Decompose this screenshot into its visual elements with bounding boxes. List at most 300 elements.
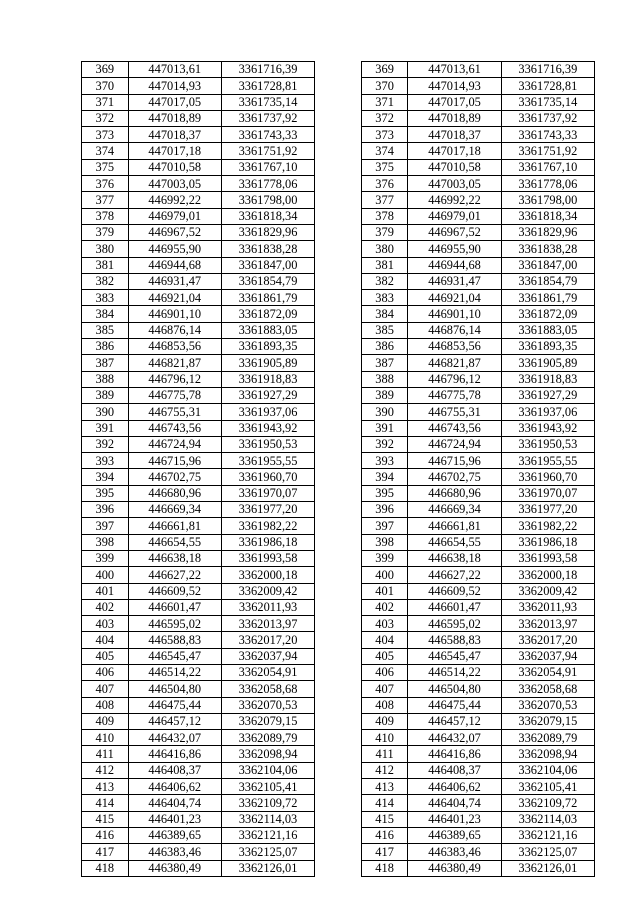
table-row [82, 844, 595, 860]
left-x-coordinate-cell: 446796,12 [128, 371, 221, 387]
left-point-number-cell: 393 [82, 453, 129, 469]
left-x-coordinate-cell: 446401,23 [128, 811, 221, 827]
left-point-number-cell: 380 [82, 241, 129, 257]
left-x-coordinate-cell: 446609,52 [128, 583, 221, 599]
right-x-coordinate-cell: 446796,12 [408, 371, 501, 387]
right-point-number-cell: 417 [361, 844, 408, 860]
table-row [82, 681, 595, 697]
left-point-number-cell: 401 [82, 583, 129, 599]
left-point-number-cell: 395 [82, 485, 129, 501]
right-x-coordinate-cell: 446514,22 [408, 664, 501, 680]
table-row [82, 827, 595, 843]
right-y-coordinate-cell: 3361982,22 [501, 518, 594, 534]
left-point-number-cell: 384 [82, 306, 129, 322]
table-row [82, 192, 595, 208]
spacer-cell [315, 257, 362, 273]
left-x-coordinate-cell: 446380,49 [128, 860, 221, 876]
right-y-coordinate-cell: 3362037,94 [501, 648, 594, 664]
left-y-coordinate-cell: 3362058,68 [221, 681, 314, 697]
left-y-coordinate-cell: 3361847,00 [221, 257, 314, 273]
right-y-coordinate-cell: 3362104,06 [501, 762, 594, 778]
spacer-cell [315, 436, 362, 452]
left-point-number-cell: 398 [82, 534, 129, 550]
left-x-coordinate-cell: 447013,61 [128, 62, 221, 78]
left-x-coordinate-cell: 446724,94 [128, 436, 221, 452]
right-point-number-cell: 413 [361, 779, 408, 795]
left-y-coordinate-cell: 3361778,06 [221, 176, 314, 192]
left-point-number-cell: 411 [82, 746, 129, 762]
table-row [82, 371, 595, 387]
right-y-coordinate-cell: 3361950,53 [501, 436, 594, 452]
right-point-number-cell: 403 [361, 616, 408, 632]
left-y-coordinate-cell: 3361838,28 [221, 241, 314, 257]
left-y-coordinate-cell: 3362104,06 [221, 762, 314, 778]
left-point-number-cell: 375 [82, 159, 129, 175]
left-point-number-cell: 373 [82, 127, 129, 143]
right-point-number-cell: 410 [361, 730, 408, 746]
right-point-number-cell: 404 [361, 632, 408, 648]
table-row [82, 306, 595, 322]
left-y-coordinate-cell: 3362017,20 [221, 632, 314, 648]
spacer-cell [315, 762, 362, 778]
right-y-coordinate-cell: 3361893,35 [501, 339, 594, 355]
right-x-coordinate-cell: 446743,56 [408, 420, 501, 436]
right-y-coordinate-cell: 3361798,00 [501, 192, 594, 208]
table-row [82, 583, 595, 599]
spacer-cell [315, 730, 362, 746]
table-row [82, 550, 595, 566]
spacer-cell [315, 779, 362, 795]
left-y-coordinate-cell: 3361977,20 [221, 502, 314, 518]
table-row [82, 860, 595, 876]
right-y-coordinate-cell: 3361728,81 [501, 78, 594, 94]
table-row [82, 599, 595, 615]
left-y-coordinate-cell: 3362121,16 [221, 827, 314, 843]
left-y-coordinate-cell: 3362098,94 [221, 746, 314, 762]
left-point-number-cell: 369 [82, 62, 129, 78]
left-x-coordinate-cell: 447014,93 [128, 78, 221, 94]
table-row [82, 404, 595, 420]
left-point-number-cell: 397 [82, 518, 129, 534]
right-point-number-cell: 397 [361, 518, 408, 534]
right-point-number-cell: 373 [361, 127, 408, 143]
right-point-number-cell: 369 [361, 62, 408, 78]
right-y-coordinate-cell: 3361937,06 [501, 404, 594, 420]
left-x-coordinate-cell: 446638,18 [128, 550, 221, 566]
right-y-coordinate-cell: 3361854,79 [501, 273, 594, 289]
table-row [82, 453, 595, 469]
left-point-number-cell: 392 [82, 436, 129, 452]
left-point-number-cell: 374 [82, 143, 129, 159]
spacer-cell [315, 94, 362, 110]
right-x-coordinate-cell: 446627,22 [408, 567, 501, 583]
right-y-coordinate-cell: 3362058,68 [501, 681, 594, 697]
left-y-coordinate-cell: 3362126,01 [221, 860, 314, 876]
left-x-coordinate-cell: 446775,78 [128, 387, 221, 403]
left-x-coordinate-cell: 447018,89 [128, 110, 221, 126]
right-x-coordinate-cell: 446638,18 [408, 550, 501, 566]
spacer-cell [315, 502, 362, 518]
right-point-number-cell: 411 [361, 746, 408, 762]
left-point-number-cell: 406 [82, 664, 129, 680]
left-point-number-cell: 377 [82, 192, 129, 208]
left-x-coordinate-cell: 446931,47 [128, 273, 221, 289]
left-x-coordinate-cell: 446755,31 [128, 404, 221, 420]
right-y-coordinate-cell: 3361716,39 [501, 62, 594, 78]
left-y-coordinate-cell: 3361728,81 [221, 78, 314, 94]
left-x-coordinate-cell: 446383,46 [128, 844, 221, 860]
table-row [82, 616, 595, 632]
right-point-number-cell: 380 [361, 241, 408, 257]
right-y-coordinate-cell: 3362126,01 [501, 860, 594, 876]
table-row [82, 127, 595, 143]
table-row [82, 518, 595, 534]
left-x-coordinate-cell: 446967,52 [128, 224, 221, 240]
spacer-cell [315, 127, 362, 143]
left-point-number-cell: 371 [82, 94, 129, 110]
left-point-number-cell: 418 [82, 860, 129, 876]
spacer-cell [315, 844, 362, 860]
left-point-number-cell: 405 [82, 648, 129, 664]
right-x-coordinate-cell: 446669,34 [408, 502, 501, 518]
right-point-number-cell: 396 [361, 502, 408, 518]
table-row [82, 159, 595, 175]
left-y-coordinate-cell: 3362000,18 [221, 567, 314, 583]
spacer-cell [315, 420, 362, 436]
right-point-number-cell: 387 [361, 355, 408, 371]
left-y-coordinate-cell: 3362054,91 [221, 664, 314, 680]
left-point-number-cell: 412 [82, 762, 129, 778]
right-x-coordinate-cell: 446724,94 [408, 436, 501, 452]
spacer-cell [315, 827, 362, 843]
right-x-coordinate-cell: 446432,07 [408, 730, 501, 746]
left-y-coordinate-cell: 3361829,96 [221, 224, 314, 240]
right-x-coordinate-cell: 446921,04 [408, 290, 501, 306]
left-y-coordinate-cell: 3361970,07 [221, 485, 314, 501]
right-y-coordinate-cell: 3361847,00 [501, 257, 594, 273]
right-x-coordinate-cell: 447014,93 [408, 78, 501, 94]
right-x-coordinate-cell: 446755,31 [408, 404, 501, 420]
right-x-coordinate-cell: 446775,78 [408, 387, 501, 403]
right-y-coordinate-cell: 3362121,16 [501, 827, 594, 843]
table-row [82, 746, 595, 762]
right-y-coordinate-cell: 3362125,07 [501, 844, 594, 860]
left-y-coordinate-cell: 3361905,89 [221, 355, 314, 371]
spacer-cell [315, 355, 362, 371]
left-point-number-cell: 372 [82, 110, 129, 126]
table-row [82, 762, 595, 778]
table-row [82, 208, 595, 224]
right-x-coordinate-cell: 446601,47 [408, 599, 501, 615]
table-row [82, 534, 595, 550]
left-y-coordinate-cell: 3361937,06 [221, 404, 314, 420]
coordinates-table-body [82, 62, 595, 877]
right-y-coordinate-cell: 3362017,20 [501, 632, 594, 648]
right-point-number-cell: 370 [361, 78, 408, 94]
left-x-coordinate-cell: 446654,55 [128, 534, 221, 550]
spacer-cell [315, 387, 362, 403]
spacer-cell [315, 159, 362, 175]
left-x-coordinate-cell: 446504,80 [128, 681, 221, 697]
right-y-coordinate-cell: 3361838,28 [501, 241, 594, 257]
right-y-coordinate-cell: 3362000,18 [501, 567, 594, 583]
left-y-coordinate-cell: 3361993,58 [221, 550, 314, 566]
left-x-coordinate-cell: 446901,10 [128, 306, 221, 322]
left-x-coordinate-cell: 446404,74 [128, 795, 221, 811]
right-point-number-cell: 406 [361, 664, 408, 680]
spacer-cell [315, 110, 362, 126]
left-point-number-cell: 379 [82, 224, 129, 240]
right-point-number-cell: 394 [361, 469, 408, 485]
right-x-coordinate-cell: 446955,90 [408, 241, 501, 257]
right-y-coordinate-cell: 3361943,92 [501, 420, 594, 436]
right-point-number-cell: 407 [361, 681, 408, 697]
right-x-coordinate-cell: 446475,44 [408, 697, 501, 713]
right-y-coordinate-cell: 3361918,83 [501, 371, 594, 387]
right-x-coordinate-cell: 446416,86 [408, 746, 501, 762]
left-y-coordinate-cell: 3361743,33 [221, 127, 314, 143]
spacer-cell [315, 404, 362, 420]
left-point-number-cell: 407 [82, 681, 129, 697]
spacer-cell [315, 208, 362, 224]
left-y-coordinate-cell: 3361716,39 [221, 62, 314, 78]
right-point-number-cell: 399 [361, 550, 408, 566]
left-point-number-cell: 396 [82, 502, 129, 518]
right-y-coordinate-cell: 3362011,93 [501, 599, 594, 615]
right-point-number-cell: 416 [361, 827, 408, 843]
left-y-coordinate-cell: 3362125,07 [221, 844, 314, 860]
left-point-number-cell: 414 [82, 795, 129, 811]
right-y-coordinate-cell: 3362009,42 [501, 583, 594, 599]
left-point-number-cell: 382 [82, 273, 129, 289]
spacer-cell [315, 371, 362, 387]
right-y-coordinate-cell: 3361743,33 [501, 127, 594, 143]
table-row [82, 567, 595, 583]
right-x-coordinate-cell: 446821,87 [408, 355, 501, 371]
spacer-cell [315, 811, 362, 827]
table-row [82, 143, 595, 159]
spacer-cell [315, 583, 362, 599]
right-y-coordinate-cell: 3362054,91 [501, 664, 594, 680]
left-y-coordinate-cell: 3361872,09 [221, 306, 314, 322]
left-point-number-cell: 388 [82, 371, 129, 387]
spacer-cell [315, 224, 362, 240]
table-row [82, 110, 595, 126]
table-row [82, 469, 595, 485]
left-y-coordinate-cell: 3361893,35 [221, 339, 314, 355]
left-x-coordinate-cell: 446669,34 [128, 502, 221, 518]
table-row [82, 730, 595, 746]
right-point-number-cell: 414 [361, 795, 408, 811]
right-x-coordinate-cell: 446404,74 [408, 795, 501, 811]
spacer-cell [315, 62, 362, 78]
right-x-coordinate-cell: 446588,83 [408, 632, 501, 648]
left-point-number-cell: 386 [82, 339, 129, 355]
right-x-coordinate-cell: 447013,61 [408, 62, 501, 78]
left-y-coordinate-cell: 3362070,53 [221, 697, 314, 713]
right-x-coordinate-cell: 447003,05 [408, 176, 501, 192]
left-point-number-cell: 404 [82, 632, 129, 648]
right-point-number-cell: 398 [361, 534, 408, 550]
spacer-cell [315, 176, 362, 192]
left-point-number-cell: 402 [82, 599, 129, 615]
spacer-cell [315, 322, 362, 338]
right-point-number-cell: 391 [361, 420, 408, 436]
right-x-coordinate-cell: 446979,01 [408, 208, 501, 224]
left-y-coordinate-cell: 3361955,55 [221, 453, 314, 469]
right-point-number-cell: 418 [361, 860, 408, 876]
right-y-coordinate-cell: 3361737,92 [501, 110, 594, 126]
table-row [82, 339, 595, 355]
right-point-number-cell: 383 [361, 290, 408, 306]
right-point-number-cell: 409 [361, 713, 408, 729]
right-x-coordinate-cell: 446901,10 [408, 306, 501, 322]
right-x-coordinate-cell: 446931,47 [408, 273, 501, 289]
right-y-coordinate-cell: 3362070,53 [501, 697, 594, 713]
left-point-number-cell: 417 [82, 844, 129, 860]
table-row [82, 257, 595, 273]
left-point-number-cell: 381 [82, 257, 129, 273]
table-row [82, 436, 595, 452]
right-x-coordinate-cell: 446457,12 [408, 713, 501, 729]
left-y-coordinate-cell: 3361960,70 [221, 469, 314, 485]
right-point-number-cell: 386 [361, 339, 408, 355]
table-row [82, 273, 595, 289]
spacer-cell [315, 632, 362, 648]
right-point-number-cell: 390 [361, 404, 408, 420]
right-point-number-cell: 395 [361, 485, 408, 501]
left-x-coordinate-cell: 446389,65 [128, 827, 221, 843]
spacer-cell [315, 681, 362, 697]
spacer-cell [315, 518, 362, 534]
left-x-coordinate-cell: 446743,56 [128, 420, 221, 436]
right-y-coordinate-cell: 3362079,15 [501, 713, 594, 729]
left-x-coordinate-cell: 446821,87 [128, 355, 221, 371]
left-y-coordinate-cell: 3361986,18 [221, 534, 314, 550]
right-x-coordinate-cell: 447018,37 [408, 127, 501, 143]
table-row [82, 290, 595, 306]
right-x-coordinate-cell: 446401,23 [408, 811, 501, 827]
right-point-number-cell: 408 [361, 697, 408, 713]
left-point-number-cell: 399 [82, 550, 129, 566]
left-y-coordinate-cell: 3361798,00 [221, 192, 314, 208]
left-point-number-cell: 403 [82, 616, 129, 632]
right-point-number-cell: 393 [361, 453, 408, 469]
left-point-number-cell: 387 [82, 355, 129, 371]
right-point-number-cell: 376 [361, 176, 408, 192]
right-point-number-cell: 377 [361, 192, 408, 208]
left-x-coordinate-cell: 446627,22 [128, 567, 221, 583]
right-x-coordinate-cell: 446609,52 [408, 583, 501, 599]
right-x-coordinate-cell: 447018,89 [408, 110, 501, 126]
right-x-coordinate-cell: 446545,47 [408, 648, 501, 664]
right-y-coordinate-cell: 3361767,10 [501, 159, 594, 175]
right-point-number-cell: 392 [361, 436, 408, 452]
right-x-coordinate-cell: 446654,55 [408, 534, 501, 550]
left-y-coordinate-cell: 3362079,15 [221, 713, 314, 729]
right-x-coordinate-cell: 447010,58 [408, 159, 501, 175]
right-y-coordinate-cell: 3361970,07 [501, 485, 594, 501]
spacer-cell [315, 616, 362, 632]
left-y-coordinate-cell: 3361982,22 [221, 518, 314, 534]
left-y-coordinate-cell: 3361883,05 [221, 322, 314, 338]
left-point-number-cell: 391 [82, 420, 129, 436]
right-point-number-cell: 412 [361, 762, 408, 778]
right-y-coordinate-cell: 3361977,20 [501, 502, 594, 518]
left-y-coordinate-cell: 3362013,97 [221, 616, 314, 632]
left-y-coordinate-cell: 3361861,79 [221, 290, 314, 306]
left-point-number-cell: 385 [82, 322, 129, 338]
right-x-coordinate-cell: 446944,68 [408, 257, 501, 273]
left-y-coordinate-cell: 3361927,29 [221, 387, 314, 403]
left-y-coordinate-cell: 3362089,79 [221, 730, 314, 746]
right-y-coordinate-cell: 3361883,05 [501, 322, 594, 338]
right-y-coordinate-cell: 3362013,97 [501, 616, 594, 632]
spacer-cell [315, 453, 362, 469]
right-x-coordinate-cell: 446661,81 [408, 518, 501, 534]
right-point-number-cell: 371 [361, 94, 408, 110]
table-row [82, 502, 595, 518]
right-x-coordinate-cell: 446504,80 [408, 681, 501, 697]
left-point-number-cell: 416 [82, 827, 129, 843]
table-row [82, 795, 595, 811]
right-point-number-cell: 378 [361, 208, 408, 224]
right-y-coordinate-cell: 3361829,96 [501, 224, 594, 240]
left-x-coordinate-cell: 446588,83 [128, 632, 221, 648]
left-x-coordinate-cell: 446661,81 [128, 518, 221, 534]
coordinates-table [81, 61, 595, 877]
left-point-number-cell: 408 [82, 697, 129, 713]
spacer-cell [315, 746, 362, 762]
right-y-coordinate-cell: 3361960,70 [501, 469, 594, 485]
left-x-coordinate-cell: 446601,47 [128, 599, 221, 615]
right-point-number-cell: 382 [361, 273, 408, 289]
right-point-number-cell: 388 [361, 371, 408, 387]
table-row [82, 632, 595, 648]
right-y-coordinate-cell: 3361927,29 [501, 387, 594, 403]
right-point-number-cell: 379 [361, 224, 408, 240]
right-x-coordinate-cell: 446406,62 [408, 779, 501, 795]
right-y-coordinate-cell: 3361778,06 [501, 176, 594, 192]
table-row [82, 78, 595, 94]
right-y-coordinate-cell: 3361955,55 [501, 453, 594, 469]
right-x-coordinate-cell: 446380,49 [408, 860, 501, 876]
right-point-number-cell: 402 [361, 599, 408, 615]
right-x-coordinate-cell: 446876,14 [408, 322, 501, 338]
spacer-cell [315, 469, 362, 485]
left-x-coordinate-cell: 446680,96 [128, 485, 221, 501]
right-point-number-cell: 385 [361, 322, 408, 338]
right-x-coordinate-cell: 446408,37 [408, 762, 501, 778]
left-x-coordinate-cell: 447017,18 [128, 143, 221, 159]
table-row [82, 779, 595, 795]
right-y-coordinate-cell: 3362098,94 [501, 746, 594, 762]
left-point-number-cell: 389 [82, 387, 129, 403]
left-x-coordinate-cell: 446595,02 [128, 616, 221, 632]
right-y-coordinate-cell: 3361986,18 [501, 534, 594, 550]
right-x-coordinate-cell: 447017,05 [408, 94, 501, 110]
left-point-number-cell: 410 [82, 730, 129, 746]
table-row [82, 420, 595, 436]
left-x-coordinate-cell: 446702,75 [128, 469, 221, 485]
right-x-coordinate-cell: 446715,96 [408, 453, 501, 469]
left-x-coordinate-cell: 446408,37 [128, 762, 221, 778]
left-x-coordinate-cell: 446406,62 [128, 779, 221, 795]
left-x-coordinate-cell: 446432,07 [128, 730, 221, 746]
left-y-coordinate-cell: 3361751,92 [221, 143, 314, 159]
table-row [82, 387, 595, 403]
right-y-coordinate-cell: 3361993,58 [501, 550, 594, 566]
